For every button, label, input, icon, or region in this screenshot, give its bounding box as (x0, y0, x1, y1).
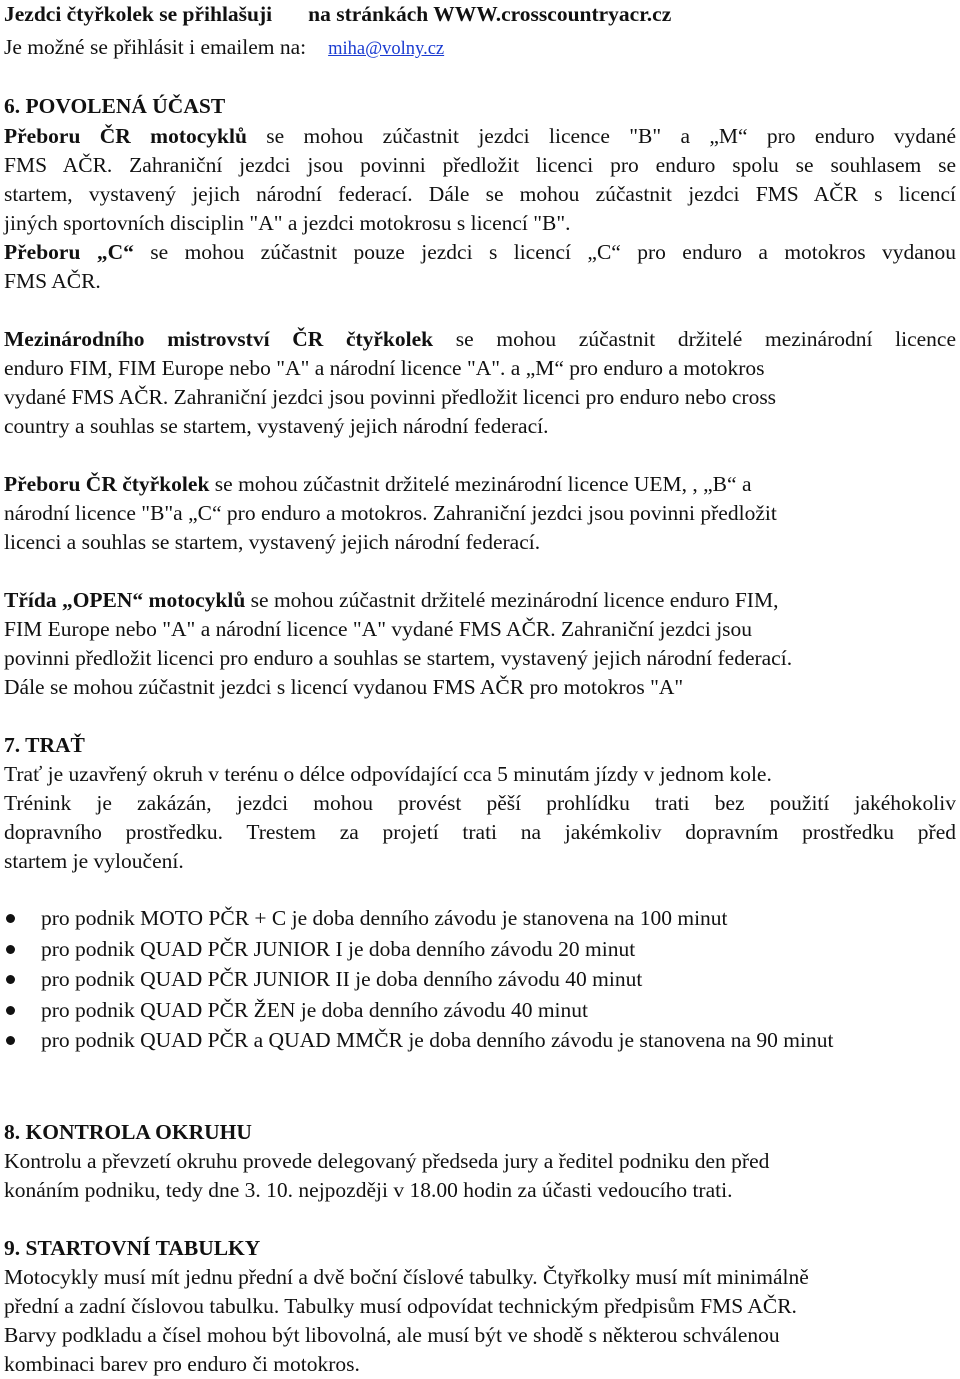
s6-p1-line-1 (4, 122, 956, 150)
s7-line-2: Trénink je zakázán, jezdci mohou provést pěší prohlídku trati bez použití jakéhokoliv (4, 791, 956, 815)
header-text: Jezdci čtyřkolek se přihlašuji (4, 2, 273, 26)
s7-line-4: startem je vyloučení. (4, 849, 184, 873)
list-item-text: pro podnik QUAD PČR JUNIOR II je doba denního závodu 40 minut (41, 967, 643, 991)
header-line-2 (4, 33, 444, 63)
header-website: na stránkách WWW.crosscountryacr.cz (308, 2, 672, 26)
s6-p1-line-3: startem, vystavený jejich národní federací. Dále se mohou zúčastnit jezdci FMS AČR s licencí (4, 182, 956, 206)
list-item (4, 995, 956, 1026)
header-line-1 (4, 0, 671, 28)
s9-line-2: přední a zadní číslovou tabulku. Tabulky musí odpovídat technickým předpisům FMS AČR. (4, 1294, 797, 1318)
s6-p4-line-1 (4, 470, 751, 498)
s6-p5-line-1 (4, 586, 778, 614)
bullet-icon (6, 914, 15, 923)
header-email-text: Je možné se přihlásit i emailem na: (4, 35, 307, 59)
s9-line-3: Barvy podkladu a čísel mohou být libovolná, ale musí být ve shodě s některou schválenou (4, 1323, 780, 1347)
s6-p2-line-2: FMS AČR. (4, 269, 101, 293)
s7-line-3: dopravního prostředku. Trestem za projetí trati na jakémkoliv dopravním prostředku před (4, 820, 956, 844)
s6-p2-text: se mohou zúčastnit pouze jezdci s licencí „C“ pro enduro a motokros vydanou (133, 240, 956, 264)
s6-p4-text: se mohou zúčastnit držitelé mezinárodní licence UEM, , „B“ a (209, 472, 752, 496)
s8-line-2: konáním podniku, tedy dne 3. 10. nejpozději v 18.00 hodin za účasti vedoucího trati. (4, 1178, 733, 1202)
s6-p5-line-2: FIM Europe nebo "A" a národní licence "A" vydané FMS AČR. Zahraniční jezdci jsou (4, 617, 753, 641)
s6-p5-bold: Třída „OPEN“ motocyklů (4, 588, 246, 612)
list-item (4, 1025, 956, 1056)
s8-line-1: Kontrolu a převzetí okruhu provede delegovaný předseda jury a ředitel podniku den před (4, 1149, 770, 1173)
s6-p3-line-4: country a souhlas se startem, vystavený jejich národní federací. (4, 414, 549, 438)
s6-p3-text: se mohou zúčastnit držitelé mezinárodní licence (433, 327, 956, 351)
s6-p1-bold: Přeboru ČR motocyklů (4, 124, 247, 148)
s6-p1-line-4: jiných sportovních disciplin "A" a jezdci motokrosu s licencí "B". (4, 211, 571, 235)
s6-p5-line-3: povinni předložit licenci pro enduro a souhlas se startem, vystavený jejich národní federací. (4, 646, 793, 670)
bullet-icon (6, 1036, 15, 1045)
section-6-heading: 6. POVOLENÁ ÚČAST (4, 94, 226, 118)
s6-p3-bold: Mezinárodního mistrovství ČR čtyřkolek (4, 327, 434, 351)
list-item-text: pro podnik MOTO PČR + C je doba denního závodu je stanovena na 100 minut (41, 906, 728, 930)
s6-p4-line-3: licenci a souhlas se startem, vystavený jejich národní federací. (4, 530, 541, 554)
list-item-text: pro podnik QUAD PČR ŽEN je doba denního závodu 40 minut (41, 997, 589, 1022)
bullet-icon (6, 1006, 15, 1015)
bullet-icon (6, 975, 15, 984)
section-9-heading: 9. STARTOVNÍ TABULKY (4, 1236, 261, 1260)
race-duration-list (4, 903, 956, 1056)
s6-p1-text: se mohou zúčastnit jezdci licence "B" a „M“ pro enduro vydané (246, 124, 957, 148)
s9-line-1: Motocykly musí mít jednu přední a dvě boční číslové tabulky. Čtyřkolky musí mít minimálně (4, 1265, 809, 1289)
s6-p3-line-2: enduro FIM, FIM Europe nebo "A" a národní licence "A". a „M“ pro enduro a motokros (4, 356, 765, 380)
list-item (4, 903, 956, 934)
s9-line-4: kombinaci barev pro enduro či motokros. (4, 1352, 360, 1376)
bullet-icon (6, 945, 15, 954)
s6-p1-line-2: FMS AČR. Zahraniční jezdci jsou povinni předložit licenci pro enduro spolu se souhlasem se (4, 153, 956, 177)
list-item-text: pro podnik QUAD PČR JUNIOR I je doba denního závodu 20 minut (41, 936, 636, 961)
email-link[interactable]: miha@volny.cz (328, 39, 445, 59)
s6-p3-line-3: vydané FMS AČR. Zahraniční jezdci jsou povinni předložit licenci pro enduro nebo cross (4, 385, 777, 409)
s6-p4-bold: Přeboru ČR čtyřkolek (4, 472, 210, 496)
list-item (4, 934, 956, 965)
list-item (4, 964, 956, 995)
s6-p3-line-1 (4, 325, 956, 353)
s7-line-1: Trať je uzavřený okruh v terénu o délce odpovídající cca 5 minutám jízdy v jednom kole. (4, 762, 772, 786)
s6-p5-line-4: Dále se mohou zúčastnit jezdci s licencí vydanou FMS AČR pro motokros "A" (4, 675, 684, 699)
s6-p4-line-2: národní licence "B"a „C“ pro enduro a motokros. Zahraniční jezdci jsou povinni předložit (4, 501, 777, 525)
list-item-text: pro podnik QUAD PČR a QUAD MMČR je doba denního závodu je stanovena na 90 minut (41, 1028, 834, 1052)
s6-p5-text: se mohou zúčastnit držitelé mezinárodní licence enduro FIM, (245, 588, 779, 612)
section-7-heading: 7. TRAŤ (4, 733, 85, 757)
section-8-heading: 8. KONTROLA OKRUHU (4, 1120, 252, 1144)
s6-p2-bold: Přeboru „C“ (4, 240, 134, 264)
s6-p2-line-1 (4, 238, 956, 266)
